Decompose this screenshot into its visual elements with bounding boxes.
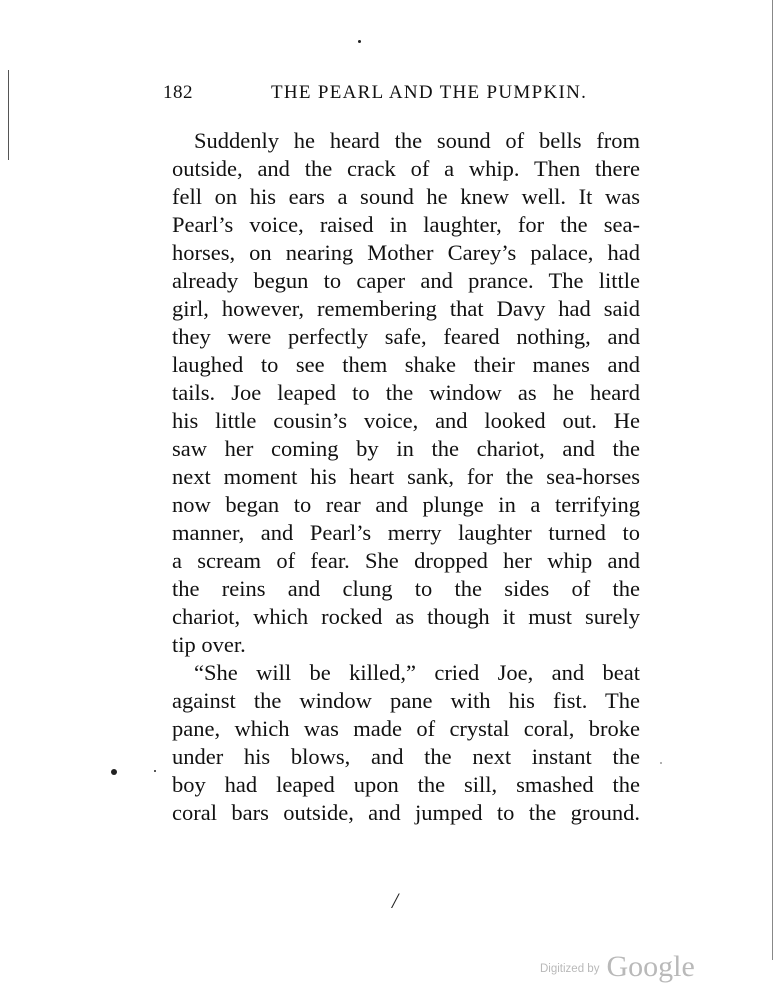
scan-edge-right — [772, 0, 773, 960]
scan-speck — [154, 770, 156, 772]
text-line: coral bars outside, and jumped to the ground. — [172, 800, 640, 825]
running-title: THE PEARL AND THE PUMPKIN. — [271, 82, 588, 103]
scan-speck — [111, 769, 117, 775]
text-line: chariot, which rocked as though it must surely — [172, 604, 640, 629]
text-line: tip over. — [172, 632, 246, 657]
text-line: next moment his heart sank, for the sea-horses — [172, 464, 640, 489]
page-header — [163, 82, 639, 112]
page-number: 182 — [163, 82, 193, 103]
text-line: saw her coming by in the chariot, and the — [172, 436, 640, 461]
text-line: horses, on nearing Mother Carey’s palace, had — [172, 240, 640, 265]
text-line: girl, however, remembering that Davy had said — [172, 296, 640, 321]
text-line: “She will be killed,” cried Joe, and beat — [194, 660, 640, 685]
watermark-brand: Google — [606, 950, 695, 983]
scan-speck — [660, 762, 662, 764]
text-line: already begun to caper and prance. The little — [172, 268, 640, 293]
text-line: against the window pane with his fist. The — [172, 688, 640, 713]
text-line: manner, and Pearl’s merry laughter turned to — [172, 520, 640, 545]
text-line: Suddenly he heard the sound of bells from — [194, 128, 640, 153]
text-line: the reins and clung to the sides of the — [172, 576, 640, 601]
text-line: boy had leaped upon the sill, smashed the — [172, 772, 640, 797]
digitized-watermark — [540, 950, 695, 984]
text-line: tails. Joe leaped to the window as he heard — [172, 380, 640, 405]
text-line: outside, and the crack of a whip. Then there — [172, 156, 640, 181]
text-line: now began to rear and plunge in a terrifying — [172, 492, 640, 517]
watermark-prefix: Digitized by — [540, 963, 600, 975]
text-line: a scream of fear. She dropped her whip and — [172, 548, 640, 573]
scan-speck — [358, 40, 361, 43]
body-text — [172, 127, 640, 827]
text-line: under his blows, and the next instant the — [172, 744, 640, 769]
text-line: they were perfectly safe, feared nothing, and — [172, 324, 640, 349]
text-line: his little cousin’s voice, and looked out. He — [172, 408, 640, 433]
text-line: laughed to see them shake their manes and — [172, 352, 640, 377]
scan-edge-left — [8, 70, 9, 160]
stray-mark: / — [392, 888, 399, 913]
text-line: fell on his ears a sound he knew well. It was — [172, 184, 640, 209]
text-line: Pearl’s voice, raised in laughter, for the sea- — [172, 212, 640, 237]
text-line: pane, which was made of crystal coral, broke — [172, 716, 640, 741]
